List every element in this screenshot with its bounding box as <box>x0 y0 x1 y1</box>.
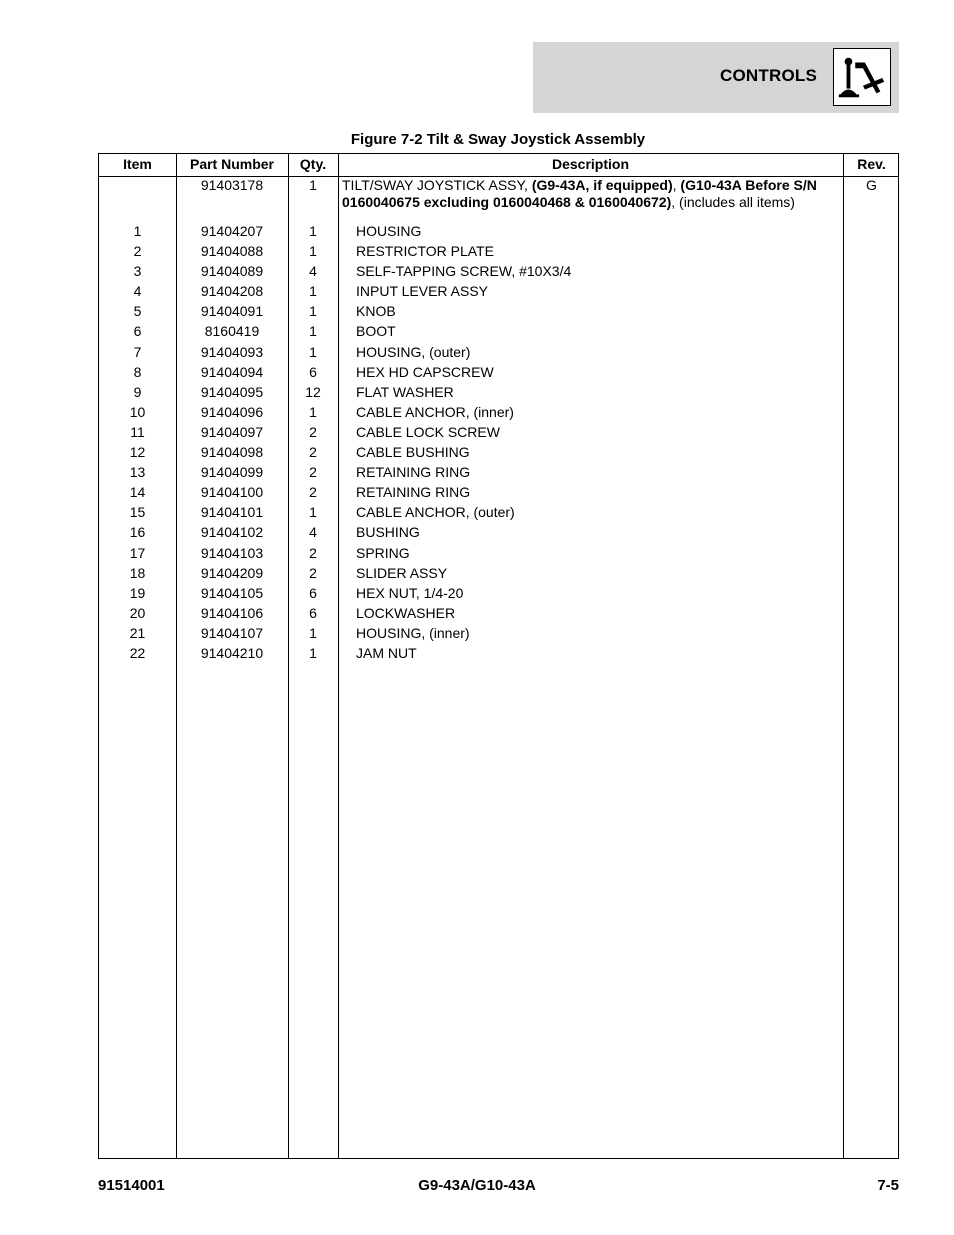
description-cell: CABLE LOCK SCREW <box>356 423 500 440</box>
part-number-cell: 91404096 <box>200 403 264 420</box>
description-cell: KNOB <box>356 303 396 320</box>
assembly-row <box>99 177 898 223</box>
table-row <box>99 424 898 444</box>
item-cell: 15 <box>129 504 146 521</box>
part-number-cell: 91404102 <box>200 524 264 541</box>
item-cell: 12 <box>129 444 146 461</box>
item-cell: 18 <box>129 564 146 581</box>
qty-cell: 2 <box>309 444 317 461</box>
column-header-part-number: Part Number <box>189 156 275 172</box>
table-row <box>99 243 898 263</box>
description-cell: HOUSING, (inner) <box>356 624 470 641</box>
item-cell: 13 <box>129 464 146 481</box>
description-cell: FLAT WASHER <box>356 383 454 400</box>
column-header-rev: Rev. <box>857 156 886 172</box>
qty-cell: 6 <box>309 604 317 621</box>
part-number-cell: 91404106 <box>200 604 264 621</box>
qty-cell: 2 <box>309 564 317 581</box>
parts-row-list <box>99 223 898 665</box>
item-cell: 19 <box>129 584 146 601</box>
item-cell: 6 <box>133 323 142 340</box>
item-cell: 10 <box>129 403 146 420</box>
qty-cell: 1 <box>309 323 317 340</box>
qty-cell: 1 <box>309 644 317 661</box>
table-row <box>99 283 898 303</box>
description-cell: CABLE ANCHOR, (outer) <box>356 504 515 521</box>
qty-cell: 4 <box>309 263 317 280</box>
assembly-description: TILT/SWAY JOYSTICK ASSY, (G9-43A, if equipped), (G10-43A Before S/N 0160040675 excluding 0160040468 & 0160040672), (includes all items) <box>342 177 817 210</box>
item-cell: 1 <box>133 223 142 239</box>
description-cell: CABLE ANCHOR, (inner) <box>356 403 514 420</box>
table-row <box>99 223 898 243</box>
item-cell: 3 <box>133 263 142 280</box>
table-row <box>99 464 898 484</box>
item-cell: 4 <box>133 283 142 300</box>
part-number-cell: 91404088 <box>200 243 264 260</box>
table-row <box>99 323 898 343</box>
table-row <box>99 545 898 565</box>
qty-cell: 1 <box>309 223 317 239</box>
description-cell: HEX HD CAPSCREW <box>356 363 494 380</box>
assembly-qty: 1 <box>309 177 317 193</box>
qty-cell: 1 <box>309 624 317 641</box>
part-number-cell: 8160419 <box>204 323 260 340</box>
part-number-cell: 91404105 <box>200 584 264 601</box>
column-header-qty: Qty. <box>299 156 327 172</box>
column-header-description: Description <box>551 156 629 172</box>
joystick-control-icon <box>833 48 891 106</box>
table-row <box>99 645 898 665</box>
qty-cell: 1 <box>309 283 317 300</box>
part-number-cell: 91404094 <box>200 363 264 380</box>
qty-cell: 1 <box>309 343 317 360</box>
description-cell: BOOT <box>356 323 396 340</box>
table-row <box>99 384 898 404</box>
part-number-cell: 91404098 <box>200 444 264 461</box>
table-row <box>99 605 898 625</box>
table-row <box>99 344 898 364</box>
column-header-item: Item <box>123 156 152 172</box>
qty-cell: 1 <box>309 303 317 320</box>
description-cell: RESTRICTOR PLATE <box>356 243 494 260</box>
part-number-cell: 91404210 <box>200 644 264 661</box>
item-cell: 2 <box>133 243 142 260</box>
part-number-cell: 91404100 <box>200 484 264 501</box>
part-number-cell: 91404208 <box>200 283 264 300</box>
table-row <box>99 484 898 504</box>
part-number-cell: 91404097 <box>200 423 264 440</box>
parts-rows <box>99 177 898 665</box>
item-cell: 8 <box>133 363 142 380</box>
item-cell: 20 <box>129 604 146 621</box>
item-cell: 11 <box>130 423 145 440</box>
qty-cell: 1 <box>309 243 317 260</box>
table-row <box>99 444 898 464</box>
description-cell: HOUSING <box>356 223 422 239</box>
qty-cell: 2 <box>309 464 317 481</box>
part-number-cell: 91404093 <box>200 343 264 360</box>
table-row <box>99 625 898 645</box>
figure-title: Figure 7-2 Tilt & Sway Joystick Assembly <box>350 131 646 148</box>
description-cell: SPRING <box>356 544 410 561</box>
description-cell: RETAINING RING <box>356 464 471 481</box>
table-row <box>99 585 898 605</box>
part-number-cell: 91404089 <box>200 263 264 280</box>
item-cell: 17 <box>129 544 146 561</box>
table-row <box>99 504 898 524</box>
part-number-cell: 91404091 <box>200 303 264 320</box>
qty-cell: 12 <box>305 383 321 400</box>
description-cell: SELF-TAPPING SCREW, #10X3/4 <box>356 263 572 280</box>
qty-cell: 4 <box>309 524 317 541</box>
description-cell: CABLE BUSHING <box>356 444 470 461</box>
table-row <box>99 565 898 585</box>
qty-cell: 2 <box>309 484 317 501</box>
description-cell: HEX NUT, 1/4-20 <box>356 584 464 601</box>
description-cell: LOCKWASHER <box>356 604 456 621</box>
footer-page-number: 7-5 <box>877 1177 899 1194</box>
qty-cell: 2 <box>309 423 317 440</box>
table-row <box>99 364 898 384</box>
table-row <box>99 263 898 283</box>
section-header <box>533 42 899 113</box>
description-cell: JAM NUT <box>356 644 417 661</box>
part-number-cell: 91404207 <box>200 223 264 239</box>
item-cell: 16 <box>129 524 146 541</box>
item-cell: 21 <box>129 624 146 641</box>
part-number-cell: 91404099 <box>200 464 264 481</box>
description-cell: SLIDER ASSY <box>356 564 448 581</box>
item-cell: 9 <box>133 383 142 400</box>
item-cell: 5 <box>133 303 142 320</box>
item-cell: 7 <box>133 343 142 360</box>
assembly-part-number: 91403178 <box>200 177 264 193</box>
part-number-cell: 91404107 <box>200 624 264 641</box>
part-number-cell: 91404209 <box>200 564 264 581</box>
table-row <box>99 303 898 323</box>
qty-cell: 1 <box>309 403 317 420</box>
parts-table <box>98 153 899 1159</box>
qty-cell: 2 <box>309 544 317 561</box>
description-cell: INPUT LEVER ASSY <box>356 283 489 300</box>
item-cell: 14 <box>129 484 146 501</box>
table-row <box>99 524 898 544</box>
assembly-rev: G <box>866 177 877 193</box>
footer-model: G9-43A/G10-43A <box>418 1177 536 1194</box>
part-number-cell: 91404101 <box>200 504 264 521</box>
footer-document-number: 91514001 <box>98 1177 165 1194</box>
section-title: CONTROLS <box>720 66 817 85</box>
qty-cell: 1 <box>309 504 317 521</box>
qty-cell: 6 <box>309 363 317 380</box>
table-row <box>99 404 898 424</box>
description-cell: RETAINING RING <box>356 484 471 501</box>
description-cell: HOUSING, (outer) <box>356 343 471 360</box>
qty-cell: 6 <box>309 584 317 601</box>
part-number-cell: 91404095 <box>200 383 264 400</box>
description-cell: BUSHING <box>356 524 420 541</box>
item-cell: 22 <box>129 644 146 661</box>
part-number-cell: 91404103 <box>200 544 264 561</box>
